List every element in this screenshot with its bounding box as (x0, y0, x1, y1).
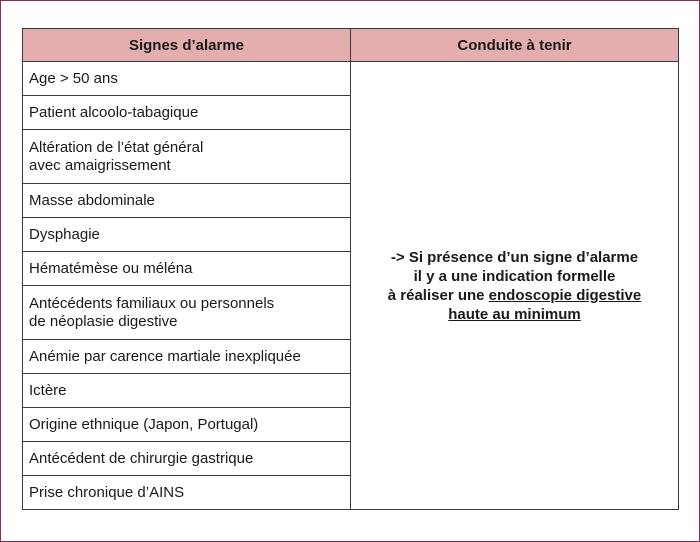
sign-text: avec amaigrissement (29, 156, 171, 174)
sign-cell (23, 130, 351, 184)
sign-cell (23, 286, 351, 340)
sign-cell (23, 62, 351, 96)
sign-cell (23, 340, 351, 374)
sign-text: Ictère (29, 381, 67, 399)
sign-text: Antécédent de chirurgie gastrique (29, 449, 254, 467)
conduct-underlined-text: endoscopie digestive (488, 286, 642, 304)
sign-text: Prise chronique d’AINS (29, 483, 185, 501)
sign-cell (23, 96, 351, 130)
conduct-cell (351, 62, 679, 510)
sign-cell (23, 442, 351, 476)
sign-text: Age > 50 ans (29, 69, 118, 87)
header-conduite: Conduite à tenir (351, 29, 679, 62)
sign-text: Origine ethnique (Japon, Portugal) (29, 415, 259, 433)
sign-text: Hématémèse ou méléna (29, 259, 193, 277)
conduct-line (352, 286, 677, 305)
conduct-text: à réaliser une (387, 286, 489, 304)
header-signes: Signes d’alarme (23, 29, 351, 62)
conduct-line: haute au minimum (448, 305, 581, 323)
sign-text: Altération de l’état général (29, 138, 204, 156)
alarm-signs-table (22, 28, 679, 510)
sign-text: de néoplasie digestive (29, 312, 178, 330)
sign-text: Anémie par carence martiale inexpliquée (29, 347, 301, 365)
sign-cell (23, 184, 351, 218)
conduct-line: -> Si présence d’un signe d’alarme (390, 248, 639, 266)
sign-text: Dysphagie (29, 225, 100, 243)
sign-cell (23, 252, 351, 286)
sign-cell (23, 374, 351, 408)
sign-text: Antécédents familiaux ou personnels (29, 294, 275, 312)
sign-cell (23, 218, 351, 252)
sign-text: Patient alcoolo-tabagique (29, 103, 199, 121)
sign-text: Masse abdominale (29, 191, 155, 209)
table-row (23, 62, 679, 96)
sign-cell (23, 408, 351, 442)
sign-cell (23, 476, 351, 510)
conduct-line: il y a une indication formelle (413, 267, 616, 285)
